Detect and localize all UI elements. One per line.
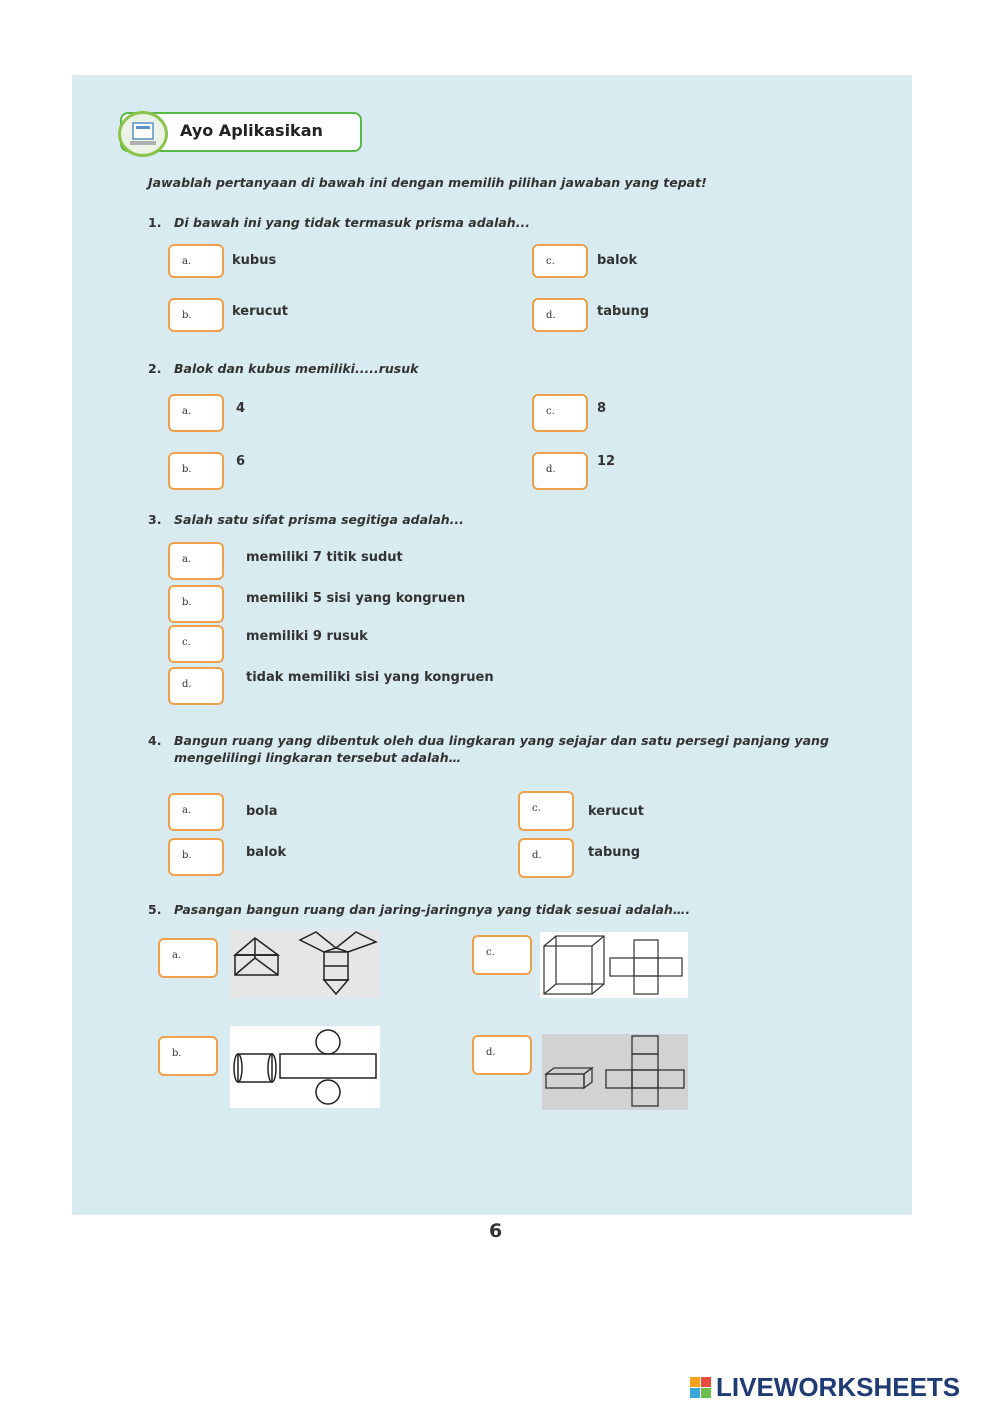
question-1 bbox=[148, 215, 530, 230]
section-icon bbox=[118, 111, 168, 157]
instruction-text: Jawablah pertanyaan di bawah ini dengan memilih pilihan jawaban yang tepat! bbox=[148, 175, 707, 190]
option-box-d[interactable]: d. bbox=[518, 838, 574, 878]
option-box-b[interactable]: b. bbox=[168, 585, 224, 623]
option-text-d: 12 bbox=[597, 454, 616, 469]
question-text: Salah satu sifat prisma segitiga adalah... bbox=[174, 512, 464, 527]
option-text-d: tidak memiliki sisi yang kongruen bbox=[246, 670, 494, 685]
option-box-b[interactable]: b. bbox=[168, 452, 224, 490]
option-text-c: balok bbox=[597, 253, 638, 268]
question-text: Di bawah ini yang tidak termasuk prisma adalah... bbox=[174, 215, 530, 230]
question-text-line1: Bangun ruang yang dibentuk oleh dua lingkaran yang sejajar dan satu persegi panjang yang bbox=[174, 733, 829, 748]
option-text-b: 6 bbox=[236, 454, 246, 469]
option-box-a[interactable]: a. bbox=[168, 793, 224, 831]
option-box-d[interactable]: d. bbox=[472, 1035, 532, 1075]
question-number: 3. bbox=[148, 512, 162, 527]
option-box-a[interactable]: a. bbox=[168, 394, 224, 432]
question-number: 2. bbox=[148, 361, 162, 376]
option-text-a: kubus bbox=[232, 253, 277, 268]
option-text-b: kerucut bbox=[232, 304, 288, 319]
option-text-b: balok bbox=[246, 845, 287, 860]
option-box-b[interactable]: b. bbox=[158, 1036, 218, 1076]
triangular-prism-net-image bbox=[230, 930, 380, 998]
question-4-line2: mengelilingi lingkaran tersebut adalah… bbox=[174, 750, 462, 765]
option-box-a[interactable]: a. bbox=[168, 542, 224, 580]
option-text-b: memiliki 5 sisi yang kongruen bbox=[246, 591, 466, 606]
option-box-b[interactable]: b. bbox=[168, 838, 224, 876]
question-text: Pasangan bangun ruang dan jaring-jaringnya yang tidak sesuai adalah…. bbox=[174, 902, 691, 917]
liveworksheets-logo-icon bbox=[690, 1377, 712, 1399]
cube-net-image bbox=[540, 932, 688, 998]
option-box-c[interactable]: c. bbox=[532, 394, 588, 432]
question-number: 1. bbox=[148, 215, 162, 230]
option-box-c[interactable]: c. bbox=[518, 791, 574, 831]
option-text-d: tabung bbox=[597, 304, 650, 319]
option-box-d[interactable]: d. bbox=[532, 298, 588, 332]
question-3 bbox=[148, 512, 464, 527]
section-title: Ayo Aplikasikan bbox=[180, 121, 323, 140]
page-number: 6 bbox=[489, 1220, 503, 1242]
question-4 bbox=[148, 733, 829, 748]
option-text-a: bola bbox=[246, 804, 278, 819]
question-text: Balok dan kubus memiliki.....rusuk bbox=[174, 361, 419, 376]
cuboid-net-image bbox=[542, 1034, 688, 1110]
option-text-c: 8 bbox=[597, 401, 607, 416]
option-text-c: memiliki 9 rusuk bbox=[246, 629, 368, 644]
option-box-c[interactable]: c. bbox=[532, 244, 588, 278]
cylinder-net-image bbox=[230, 1026, 380, 1108]
question-2 bbox=[148, 361, 418, 376]
question-number: 5. bbox=[148, 902, 162, 917]
question-number: 4. bbox=[148, 733, 162, 748]
option-box-c[interactable]: c. bbox=[168, 625, 224, 663]
option-box-b[interactable]: b. bbox=[168, 298, 224, 332]
option-box-a[interactable]: a. bbox=[168, 244, 224, 278]
option-box-c[interactable]: c. bbox=[472, 935, 532, 975]
option-box-d[interactable]: d. bbox=[168, 667, 224, 705]
brand-name[interactable]: LIVEWORKSHEETS bbox=[716, 1372, 961, 1402]
question-5 bbox=[148, 902, 690, 917]
option-box-a[interactable]: a. bbox=[158, 938, 218, 978]
option-text-a: memiliki 7 titik sudut bbox=[246, 550, 403, 565]
option-text-c: kerucut bbox=[588, 804, 644, 819]
option-text-a: 4 bbox=[236, 401, 246, 416]
option-box-d[interactable]: d. bbox=[532, 452, 588, 490]
option-text-d: tabung bbox=[588, 845, 641, 860]
